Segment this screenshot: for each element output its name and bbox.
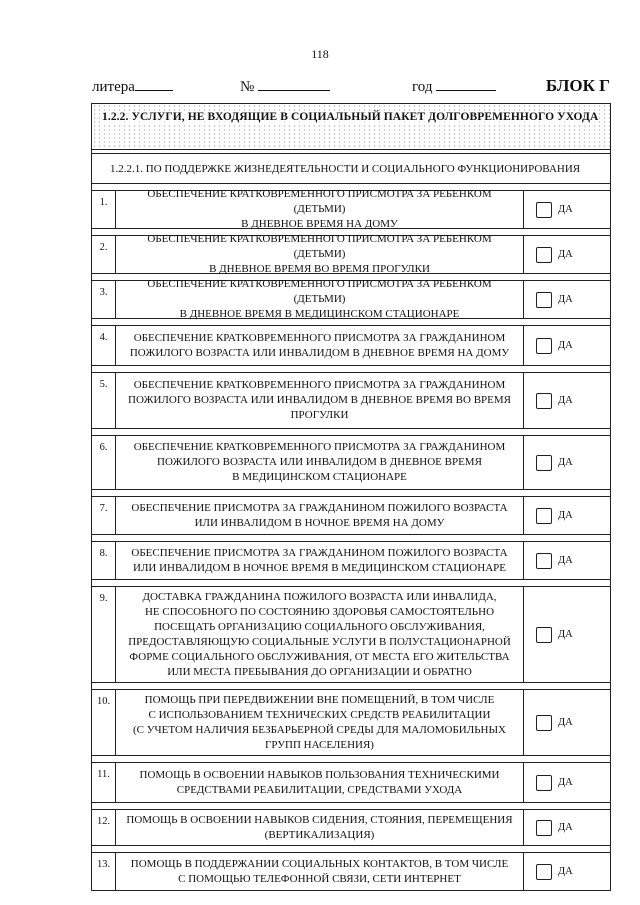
service-row	[92, 233, 610, 275]
service-number: 10.	[92, 690, 116, 755]
service-answer	[524, 497, 610, 534]
service-description: ОБЕСПЕЧЕНИЕ ПРИСМОТРА ЗА ГРАЖДАНИНОМ ПОЖИЛОГО ВОЗРАСТА ИЛИ ИНВАЛИДОМ В НОЧНОЕ ВРЕМЯ НА ДОМУ	[116, 497, 524, 534]
service-row	[92, 587, 610, 683]
service-answer	[524, 810, 610, 845]
service-number: 12.	[92, 810, 116, 845]
yes-label: ДА	[558, 777, 573, 788]
yes-checkbox[interactable]	[536, 627, 552, 643]
yes-label: ДА	[558, 629, 573, 640]
service-description: ПОМОЩЬ В ОСВОЕНИИ НАВЫКОВ СИДЕНИЯ, СТОЯНИЯ, ПЕРЕМЕЩЕНИЯ (ВЕРТИКАЛИЗАЦИЯ)	[116, 810, 524, 845]
row-gap	[92, 803, 610, 810]
service-answer	[524, 373, 610, 428]
service-description: ОБЕСПЕЧЕНИЕ ПРИСМОТРА ЗА ГРАЖДАНИНОМ ПОЖИЛОГО ВОЗРАСТА ИЛИ ИНВАЛИДОМ В НОЧНОЕ ВРЕМЯ В МЕДИЦИНСКОМ СТАЦИОНАРЕ	[116, 542, 524, 579]
yes-label: ДА	[558, 866, 573, 877]
service-answer	[524, 587, 610, 682]
yes-checkbox[interactable]	[536, 715, 552, 731]
yes-label: ДА	[558, 204, 573, 215]
service-row	[92, 542, 610, 580]
litera-input-line[interactable]	[135, 76, 173, 91]
yes-label: ДА	[558, 717, 573, 728]
service-description: ОБЕСПЕЧЕНИЕ КРАТКОВРЕМЕННОГО ПРИСМОТРА ЗА ГРАЖДАНИНОМ ПОЖИЛОГО ВОЗРАСТА ИЛИ ИНВАЛИДОМ В ДНЕВНОЕ ВРЕМЯ ВО ВРЕМЯ ПРОГУЛКИ	[116, 373, 524, 428]
year-field	[412, 76, 496, 96]
service-number: 8.	[92, 542, 116, 579]
service-description: ОБЕСПЕЧЕНИЕ КРАТКОВРЕМЕННОГО ПРИСМОТРА ЗА ГРАЖДАНИНОМ ПОЖИЛОГО ВОЗРАСТА ИЛИ ИНВАЛИДОМ В ДНЕВНОЕ ВРЕМЯ В МЕДИЦИНСКОМ СТАЦИОНАРЕ	[116, 436, 524, 489]
litera-field	[92, 76, 173, 96]
yes-checkbox[interactable]	[536, 247, 552, 263]
service-number: 5.	[92, 373, 116, 428]
block-label: БЛОК Г	[545, 76, 610, 95]
section-title-text: 1.2.2. УСЛУГИ, НЕ ВХОДЯЩИЕ В СОЦИАЛЬНЫЙ ПАКЕТ ДОЛГОВРЕМЕННОГО УХОДА	[102, 111, 599, 123]
service-answer	[524, 191, 610, 228]
year-label: год	[412, 79, 433, 95]
yes-label: ДА	[558, 457, 573, 468]
service-row	[92, 326, 610, 366]
service-description: ДОСТАВКА ГРАЖДАНИНА ПОЖИЛОГО ВОЗРАСТА ИЛИ ИНВАЛИДА, НЕ СПОСОБНОГО ПО СОСТОЯНИЮ ЗДОРОВЬЯ САМОСТОЯТЕЛЬНО ПОСЕЩАТЬ ОРГАНИЗАЦИЮ СОЦИАЛЬНОГО ОБСЛУЖИВАНИЯ, ПРЕДОСТАВЛЯЮЩУЮ СОЦИАЛЬНЫЕ УСЛУГИ В ПОЛУСТАЦИОНАРНОЙ ФОРМЕ СОЦИАЛЬНОГО ОБСЛУЖИВАНИЯ, ОТ МЕСТА ЕГО ЖИТЕЛЬСТВА ИЛИ МЕСТА ПРЕБЫВАНИЯ ДО ОРГАНИЗАЦИИ И ОБРАТНО	[116, 587, 524, 682]
row-gap	[92, 580, 610, 587]
service-row	[92, 853, 610, 891]
number-field	[240, 76, 330, 96]
yes-checkbox[interactable]	[536, 202, 552, 218]
row-gap	[92, 535, 610, 542]
service-row	[92, 810, 610, 846]
service-number: 7.	[92, 497, 116, 534]
service-number: 4.	[92, 326, 116, 365]
yes-label: ДА	[558, 249, 573, 260]
service-description: ПОМОЩЬ В ОСВОЕНИИ НАВЫКОВ ПОЛЬЗОВАНИЯ ТЕХНИЧЕСКИМИ СРЕДСТВАМИ РЕАБИЛИТАЦИИ, СРЕДСТВАМИ УХОДА	[116, 763, 524, 802]
service-row	[92, 763, 610, 803]
service-row	[92, 497, 610, 535]
service-answer	[524, 853, 610, 890]
section-title	[92, 104, 610, 150]
yes-checkbox[interactable]	[536, 553, 552, 569]
service-answer	[524, 326, 610, 365]
form-header	[92, 76, 610, 96]
row-gap	[92, 366, 610, 373]
service-description: ПОМОЩЬ ПРИ ПЕРЕДВИЖЕНИИ ВНЕ ПОМЕЩЕНИЙ, В ТОМ ЧИСЛЕ С ИСПОЛЬЗОВАНИЕМ ТЕХНИЧЕСКИХ СРЕДСТВ РЕАБИЛИТАЦИИ (С УЧЕТОМ НАЛИЧИЯ БЕЗБАРЬЕРНОЙ СРЕДЫ ДЛЯ МАЛОМОБИЛЬНЫХ ГРУПП НАСЕЛЕНИЯ)	[116, 690, 524, 755]
number-label: №	[240, 79, 255, 95]
yes-label: ДА	[558, 340, 573, 351]
service-number: 1.	[92, 191, 116, 228]
service-description: ПОМОЩЬ В ПОДДЕРЖАНИИ СОЦИАЛЬНЫХ КОНТАКТОВ, В ТОМ ЧИСЛЕ С ПОМОЩЬЮ ТЕЛЕФОННОЙ СВЯЗИ, СЕТИ ИНТЕРНЕТ	[116, 853, 524, 890]
yes-label: ДА	[558, 822, 573, 833]
service-number: 13.	[92, 853, 116, 890]
service-number: 9.	[92, 587, 116, 682]
service-answer	[524, 436, 610, 489]
yes-checkbox[interactable]	[536, 455, 552, 471]
service-description: ОБЕСПЕЧЕНИЕ КРАТКОВРЕМЕННОГО ПРИСМОТРА ЗА РЕБЕНКОМ (ДЕТЬМИ) В ДНЕВНОЕ ВРЕМЯ В МЕДИЦИНСКОМ СТАЦИОНАРЕ	[116, 281, 524, 318]
yes-label: ДА	[558, 510, 573, 521]
page-number: 118	[311, 47, 329, 61]
row-gap	[92, 429, 610, 436]
service-answer	[524, 542, 610, 579]
service-answer	[524, 236, 610, 273]
row-gap	[92, 683, 610, 690]
services-form	[91, 103, 611, 891]
litera-label: литера	[92, 79, 135, 95]
yes-checkbox[interactable]	[536, 775, 552, 791]
service-number: 6.	[92, 436, 116, 489]
year-input-line[interactable]	[436, 76, 496, 91]
yes-checkbox[interactable]	[536, 864, 552, 880]
subsection-title: 1.2.2.1. ПО ПОДДЕРЖКЕ ЖИЗНЕДЕЯТЕЛЬНОСТИ И СОЦИАЛЬНОГО ФУНКЦИОНИРОВАНИЯ	[92, 154, 610, 184]
service-row	[92, 278, 610, 320]
service-description: ОБЕСПЕЧЕНИЕ КРАТКОВРЕМЕННОГО ПРИСМОТРА ЗА РЕБЕНКОМ (ДЕТЬМИ) В ДНЕВНОЕ ВРЕМЯ НА ДОМУ	[116, 191, 524, 228]
row-gap	[92, 490, 610, 497]
row-gap	[92, 846, 610, 853]
service-answer	[524, 281, 610, 318]
service-row	[92, 188, 610, 230]
yes-checkbox[interactable]	[536, 820, 552, 836]
service-answer	[524, 690, 610, 755]
service-row	[92, 373, 610, 429]
service-answer	[524, 763, 610, 802]
services-list	[92, 188, 610, 891]
service-description: ОБЕСПЕЧЕНИЕ КРАТКОВРЕМЕННОГО ПРИСМОТРА ЗА РЕБЕНКОМ (ДЕТЬМИ) В ДНЕВНОЕ ВРЕМЯ ВО ВРЕМЯ ПРОГУЛКИ	[116, 236, 524, 273]
service-number: 11.	[92, 763, 116, 802]
row-gap	[92, 756, 610, 763]
number-input-line[interactable]	[258, 76, 330, 91]
yes-label: ДА	[558, 555, 573, 566]
yes-label: ДА	[558, 395, 573, 406]
service-row	[92, 436, 610, 490]
yes-checkbox[interactable]	[536, 292, 552, 308]
yes-checkbox[interactable]	[536, 393, 552, 409]
yes-label: ДА	[558, 294, 573, 305]
service-description: ОБЕСПЕЧЕНИЕ КРАТКОВРЕМЕННОГО ПРИСМОТРА ЗА ГРАЖДАНИНОМ ПОЖИЛОГО ВОЗРАСТА ИЛИ ИНВАЛИДОМ В ДНЕВНОЕ ВРЕМЯ НА ДОМУ	[116, 326, 524, 365]
service-number: 3.	[92, 281, 116, 318]
service-row	[92, 690, 610, 756]
yes-checkbox[interactable]	[536, 508, 552, 524]
yes-checkbox[interactable]	[536, 338, 552, 354]
service-number: 2.	[92, 236, 116, 273]
